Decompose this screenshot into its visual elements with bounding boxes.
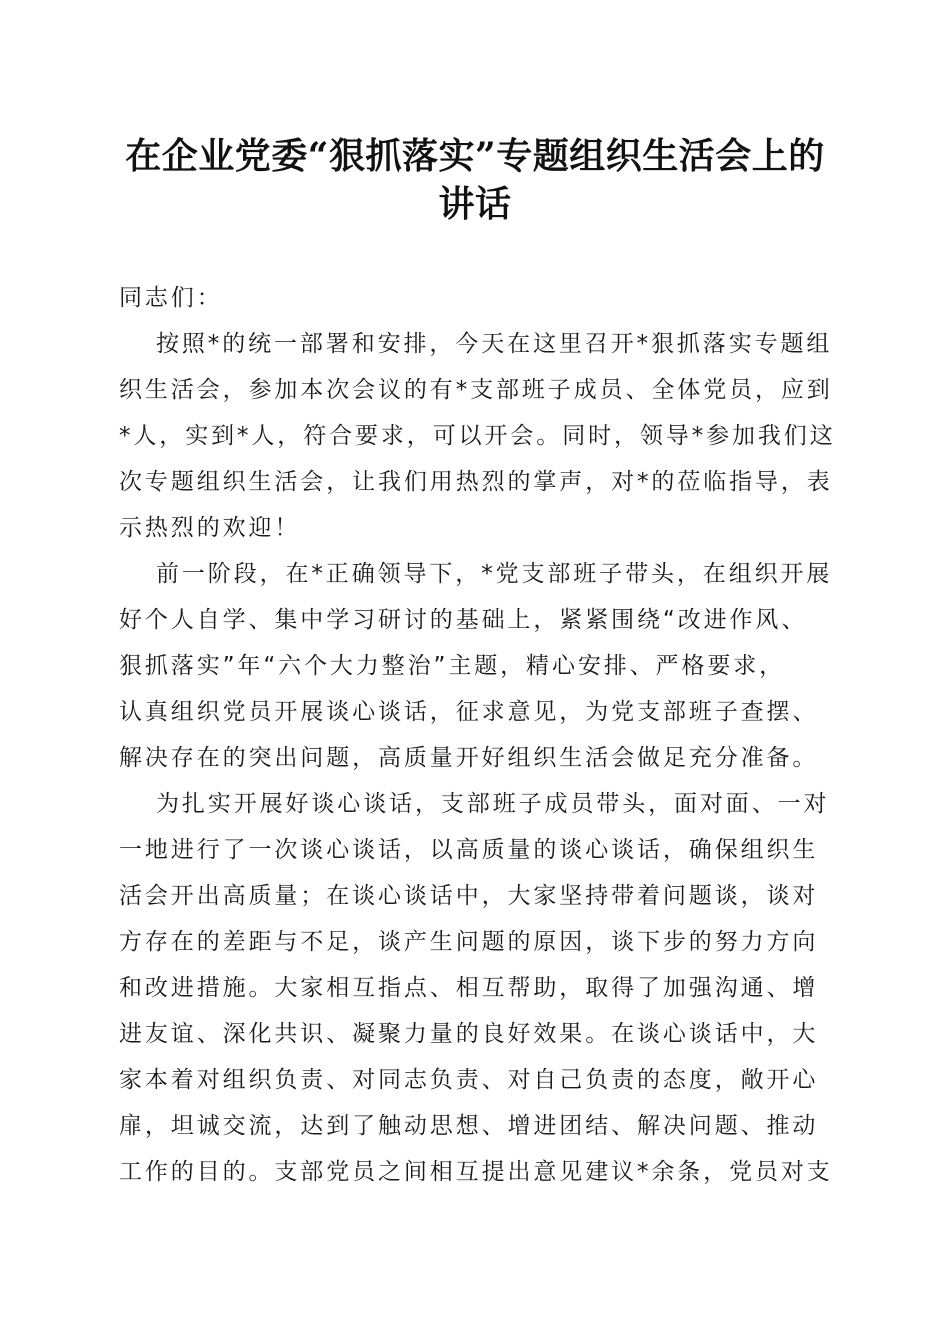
paragraph-3-line: 方存在的差距与不足，谈产生问题的原因，谈下步的努力方向 bbox=[119, 929, 819, 955]
paragraph-2-line: 前一阶段，在*正确领导下，*党支部班子带头，在组织开展 bbox=[156, 561, 833, 587]
paragraph-1-line: *人，实到*人，符合要求，可以开会。同时，领导*参加我们这 bbox=[119, 423, 836, 449]
title-line-1: 在企业党委“狠抓落实”专题组织生活会上的 bbox=[125, 135, 825, 177]
paragraph-1-line: 按照*的统一部署和安排，今天在这里召开*狠抓落实专题组 bbox=[156, 331, 833, 357]
paragraph-3-line: 活会开出高质量；在谈心谈话中，大家坚持带着问题谈，谈对 bbox=[119, 883, 819, 909]
title-line-2: 讲话 bbox=[438, 183, 512, 225]
paragraph-2-line: 解决存在的突出问题，高质量开好组织生活会做足充分准备。 bbox=[119, 745, 819, 771]
paragraph-3-line: 进友谊、深化共识、凝聚力量的良好效果。在谈心谈话中，大 bbox=[119, 1021, 819, 1047]
salutation: 同志们： bbox=[119, 285, 223, 311]
paragraph-3-line: 和改进措施。大家相互指点、相互帮助，取得了加强沟通、增 bbox=[119, 975, 819, 1001]
document-body bbox=[119, 275, 836, 1195]
paragraph-2-line: 认真组织党员开展谈心谈话，征求意见，为党支部班子查摆、 bbox=[119, 699, 819, 725]
document-title bbox=[100, 132, 850, 228]
paragraph-2-line: 狠抓落实”年“六个大力整治”主题，精心安排、严格要求， bbox=[119, 653, 786, 679]
paragraph-3-line: 工作的目的。支部党员之间相互提出意见建议*余条，党员对支 bbox=[119, 1159, 833, 1185]
paragraph-3-line: 扉，坦诚交流，达到了触动思想、增进团结、解决问题、推动 bbox=[119, 1113, 819, 1139]
paragraph-2-line: 好个人自学、集中学习研讨的基础上，紧紧围绕“改进作风、 bbox=[119, 607, 808, 633]
paragraph-3-line: 为扎实开展好谈心谈话，支部班子成员带头，面对面、一对 bbox=[156, 791, 830, 817]
paragraph-3-line: 家本着对组织负责、对同志负责、对自己负责的态度，敞开心 bbox=[119, 1067, 819, 1093]
paragraph-1-line: 次专题组织生活会，让我们用热烈的掌声，对*的莅临指导，表 bbox=[119, 469, 833, 495]
paragraph-1-line: 示热烈的欢迎！ bbox=[119, 515, 301, 541]
paragraph-3-line: 一地进行了一次谈心谈话，以高质量的谈心谈话，确保组织生 bbox=[119, 837, 819, 863]
paragraph-1-line: 织生活会，参加本次会议的有*支部班子成员、全体党员，应到 bbox=[119, 377, 833, 403]
